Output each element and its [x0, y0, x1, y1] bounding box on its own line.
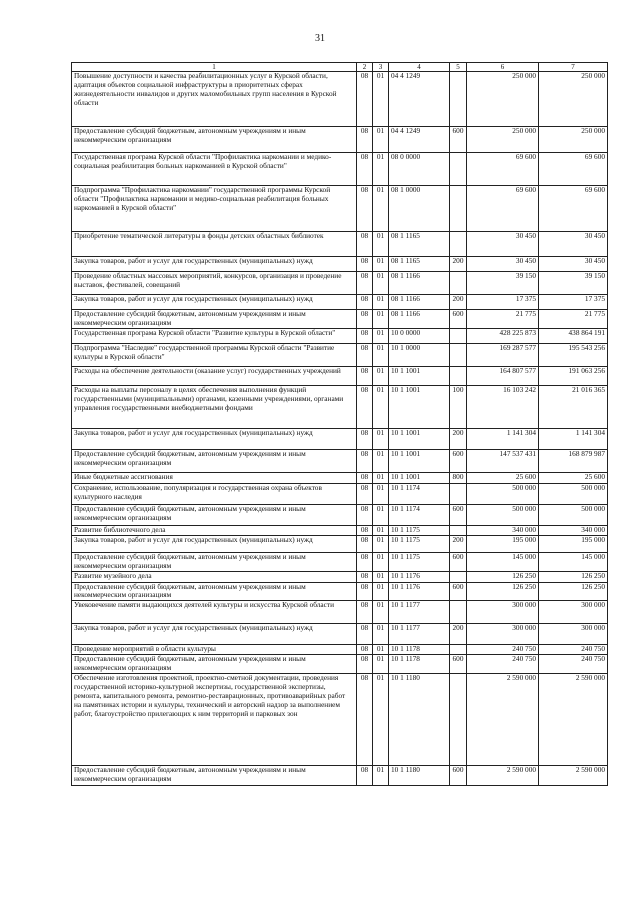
- cell-csr: 10 1 1175: [389, 552, 450, 571]
- table-row: [72, 504, 608, 525]
- cell-rz: 08: [357, 645, 373, 655]
- cell-name: Приобретение тематической литературы в фонды детских областных библиотек: [72, 232, 357, 257]
- cell-pr: 01: [373, 472, 389, 483]
- table-row: [72, 582, 608, 601]
- cell-pr: 01: [373, 366, 389, 385]
- cell-pr: 01: [373, 343, 389, 366]
- cell-pr: 01: [373, 295, 389, 310]
- cell-rz: 08: [357, 232, 373, 257]
- cell-vr: [450, 571, 467, 582]
- cell-rz: 08: [357, 601, 373, 624]
- cell-sum2: 240 750: [539, 645, 608, 655]
- cell-sum2: 126 250: [539, 582, 608, 601]
- cell-rz: 08: [357, 582, 373, 601]
- cell-vr: 200: [450, 295, 467, 310]
- cell-vr: 600: [450, 552, 467, 571]
- cell-sum1: 428 225 873: [467, 328, 539, 343]
- table-row: [72, 428, 608, 449]
- cell-sum2: 168 879 987: [539, 449, 608, 472]
- cell-sum1: 169 287 577: [467, 343, 539, 366]
- cell-csr: 08 1 0000: [389, 186, 450, 232]
- cell-sum1: 195 000: [467, 535, 539, 552]
- cell-name: Предоставление субсидий бюджетным, автономным учреждениям и иным некоммерческим организациям: [72, 449, 357, 472]
- cell-name: Предоставление субсидий бюджетным, автономным учреждениям и иным некоммерческим организациям: [72, 655, 357, 674]
- cell-sum2: 39 150: [539, 272, 608, 295]
- cell-vr: 600: [450, 582, 467, 601]
- cell-sum1: 2 590 000: [467, 766, 539, 786]
- cell-sum2: 195 543 256: [539, 343, 608, 366]
- cell-rz: 08: [357, 295, 373, 310]
- cell-vr: [450, 343, 467, 366]
- cell-rz: 08: [357, 449, 373, 472]
- cell-sum2: 21 775: [539, 310, 608, 329]
- cell-pr: 01: [373, 582, 389, 601]
- col-header-7: 7: [539, 63, 608, 72]
- cell-name: Предоставление субсидий бюджетным, автономным учреждениям и иным некоммерческим организациям: [72, 504, 357, 525]
- cell-vr: 600: [450, 449, 467, 472]
- cell-name: Предоставление субсидий бюджетным, автономным учреждениям и иным некоммерческим организациям: [72, 310, 357, 329]
- cell-csr: 08 1 1166: [389, 272, 450, 295]
- cell-csr: 10 1 1180: [389, 674, 450, 766]
- cell-pr: 01: [373, 624, 389, 645]
- cell-csr: 10 1 1001: [389, 385, 450, 428]
- cell-csr: 10 1 1177: [389, 624, 450, 645]
- cell-sum1: 69 600: [467, 186, 539, 232]
- cell-rz: 08: [357, 127, 373, 153]
- cell-pr: 01: [373, 328, 389, 343]
- cell-sum1: 25 600: [467, 472, 539, 483]
- cell-pr: 01: [373, 310, 389, 329]
- cell-name: Государственная програма Курской области "Профилактика наркомании и медико-социальная реабилитация больных наркоманией в Курской области": [72, 153, 357, 186]
- cell-rz: 08: [357, 674, 373, 766]
- col-header-2: 2: [357, 63, 373, 72]
- cell-vr: [450, 232, 467, 257]
- table-row: [72, 310, 608, 329]
- cell-pr: 01: [373, 272, 389, 295]
- cell-vr: [450, 525, 467, 535]
- cell-sum1: 250 000: [467, 72, 539, 127]
- cell-vr: [450, 366, 467, 385]
- cell-name: Проведение мероприятий в области культуры: [72, 645, 357, 655]
- cell-pr: 01: [373, 766, 389, 786]
- cell-pr: 01: [373, 601, 389, 624]
- cell-rz: 08: [357, 72, 373, 127]
- cell-csr: 08 1 1165: [389, 232, 450, 257]
- cell-rz: 08: [357, 366, 373, 385]
- cell-sum2: 1 141 304: [539, 428, 608, 449]
- table-row: [72, 601, 608, 624]
- cell-vr: [450, 72, 467, 127]
- cell-rz: 08: [357, 655, 373, 674]
- cell-vr: [450, 674, 467, 766]
- cell-name: Обеспечение изготовления проектной, проектно-сметной документации, проведения государственной историко-культурной экспертизы, государственной экспертизы, ремонта, капитального ремонта, ремонтно-реставрационных, противоаварийных работ на памятниках истории и культуры, технический и авторский надзор за выполнением работ, благоустройство прилегающих к ним территорий и парковых зон: [72, 674, 357, 766]
- cell-csr: 08 1 1166: [389, 310, 450, 329]
- cell-sum1: 147 537 431: [467, 449, 539, 472]
- cell-sum1: 240 750: [467, 645, 539, 655]
- cell-name: Закупка товаров, работ и услуг для государственных (муниципальных) нужд: [72, 257, 357, 272]
- cell-rz: 08: [357, 624, 373, 645]
- cell-name: Развитие музейного дела: [72, 571, 357, 582]
- cell-rz: 08: [357, 428, 373, 449]
- cell-name: Увековечение памяти выдающихся деятелей культуры и искусства Курской области: [72, 601, 357, 624]
- table-row: [72, 571, 608, 582]
- cell-sum2: 30 450: [539, 257, 608, 272]
- cell-sum1: 240 750: [467, 655, 539, 674]
- cell-rz: 08: [357, 153, 373, 186]
- table-row: [72, 525, 608, 535]
- cell-sum2: 300 000: [539, 624, 608, 645]
- cell-sum2: 2 590 000: [539, 674, 608, 766]
- cell-vr: 200: [450, 257, 467, 272]
- cell-rz: 08: [357, 483, 373, 504]
- cell-sum1: 30 450: [467, 257, 539, 272]
- cell-pr: 01: [373, 385, 389, 428]
- cell-csr: 10 0 0000: [389, 328, 450, 343]
- cell-sum1: 30 450: [467, 232, 539, 257]
- cell-pr: 01: [373, 153, 389, 186]
- cell-rz: 08: [357, 328, 373, 343]
- cell-csr: 10 1 1174: [389, 504, 450, 525]
- cell-sum1: 340 000: [467, 525, 539, 535]
- cell-sum2: 17 375: [539, 295, 608, 310]
- cell-sum2: 25 600: [539, 472, 608, 483]
- cell-name: Подпрограмма "Профилактика наркомании" государственной программы Курской области "Профилактика наркомании и медико-социальная реабилитация больных наркоманией в Курской области": [72, 186, 357, 232]
- table-body: [72, 72, 608, 786]
- cell-sum2: 195 000: [539, 535, 608, 552]
- cell-csr: 10 1 1174: [389, 483, 450, 504]
- table-row: [72, 449, 608, 472]
- cell-sum1: 39 150: [467, 272, 539, 295]
- table-row: [72, 72, 608, 127]
- cell-pr: 01: [373, 449, 389, 472]
- cell-name: Иные бюджетные ассигнования: [72, 472, 357, 483]
- cell-sum2: 250 000: [539, 72, 608, 127]
- cell-name: Сохранение, использование, популяризация и государственная охрана объектов культурного наследия: [72, 483, 357, 504]
- col-header-5: 5: [450, 63, 467, 72]
- cell-pr: 01: [373, 232, 389, 257]
- table-row: [72, 272, 608, 295]
- table-row: [72, 655, 608, 674]
- cell-sum2: 126 250: [539, 571, 608, 582]
- cell-vr: [450, 328, 467, 343]
- cell-csr: 10 1 0000: [389, 343, 450, 366]
- cell-sum1: 500 000: [467, 483, 539, 504]
- cell-name: Повышение доступности и качества реабилитационных услуг в Курской области, адаптация объектов социальной инфраструктуры в приоритетных сферах жизнедеятельности инвалидов и других маломобильных групп населения в Курской области: [72, 72, 357, 127]
- cell-vr: [450, 601, 467, 624]
- cell-pr: 01: [373, 428, 389, 449]
- cell-name: Предоставление субсидий бюджетным, автономным учреждениям и иным некоммерческим организациям: [72, 582, 357, 601]
- col-header-1: 1: [72, 63, 357, 72]
- cell-sum1: 126 250: [467, 571, 539, 582]
- cell-name: Закупка товаров, работ и услуг для государственных (муниципальных) нужд: [72, 624, 357, 645]
- table-row: [72, 535, 608, 552]
- cell-vr: 600: [450, 310, 467, 329]
- table-row: [72, 127, 608, 153]
- cell-name: Расходы на выплаты персоналу в целях обеспечения выполнения функций государственными (муниципальными) органами, казенными учреждениями, органами управления государственными внебюджетными фондами: [72, 385, 357, 428]
- cell-name: Проведение областных массовых мероприятий, конкурсов, организация и проведение выставок, фестивалей, совещаний: [72, 272, 357, 295]
- cell-pr: 01: [373, 72, 389, 127]
- cell-name: Закупка товаров, работ и услуг для государственных (муниципальных) нужд: [72, 295, 357, 310]
- cell-sum1: 17 375: [467, 295, 539, 310]
- cell-sum2: 191 063 256: [539, 366, 608, 385]
- cell-sum1: 250 000: [467, 127, 539, 153]
- table-row: [72, 624, 608, 645]
- table-row: [72, 153, 608, 186]
- cell-sum2: 69 600: [539, 153, 608, 186]
- cell-vr: 100: [450, 385, 467, 428]
- cell-sum2: 30 450: [539, 232, 608, 257]
- cell-csr: 08 1 1166: [389, 295, 450, 310]
- cell-vr: [450, 645, 467, 655]
- cell-pr: 01: [373, 504, 389, 525]
- cell-rz: 08: [357, 272, 373, 295]
- header-row: [72, 63, 608, 72]
- table-row: [72, 232, 608, 257]
- cell-sum1: 16 103 242: [467, 385, 539, 428]
- cell-sum2: 340 000: [539, 525, 608, 535]
- cell-csr: 10 1 1180: [389, 766, 450, 786]
- cell-rz: 08: [357, 186, 373, 232]
- cell-rz: 08: [357, 257, 373, 272]
- cell-vr: [450, 483, 467, 504]
- cell-csr: 08 1 1165: [389, 257, 450, 272]
- cell-sum2: 2 590 000: [539, 766, 608, 786]
- cell-vr: 200: [450, 428, 467, 449]
- cell-name: Закупка товаров, работ и услуг для государственных (муниципальных) нужд: [72, 535, 357, 552]
- cell-rz: 08: [357, 552, 373, 571]
- table-row: [72, 328, 608, 343]
- cell-vr: 600: [450, 655, 467, 674]
- cell-csr: 10 1 1175: [389, 525, 450, 535]
- cell-rz: 08: [357, 343, 373, 366]
- cell-pr: 01: [373, 483, 389, 504]
- cell-csr: 10 1 1001: [389, 428, 450, 449]
- table-row: [72, 483, 608, 504]
- cell-rz: 08: [357, 766, 373, 786]
- cell-sum2: 69 600: [539, 186, 608, 232]
- cell-sum1: 126 250: [467, 582, 539, 601]
- table-row: [72, 186, 608, 232]
- table-row: [72, 674, 608, 766]
- cell-vr: [450, 272, 467, 295]
- cell-pr: 01: [373, 571, 389, 582]
- col-header-3: 3: [373, 63, 389, 72]
- cell-pr: 01: [373, 127, 389, 153]
- cell-vr: [450, 153, 467, 186]
- cell-sum2: 145 000: [539, 552, 608, 571]
- cell-sum2: 438 864 191: [539, 328, 608, 343]
- cell-csr: 10 1 1176: [389, 582, 450, 601]
- cell-sum1: 300 000: [467, 624, 539, 645]
- cell-sum1: 164 807 577: [467, 366, 539, 385]
- table-row: [72, 295, 608, 310]
- cell-pr: 01: [373, 645, 389, 655]
- cell-csr: 10 1 1177: [389, 601, 450, 624]
- cell-csr: 10 1 1176: [389, 571, 450, 582]
- cell-sum1: 21 775: [467, 310, 539, 329]
- cell-sum1: 145 000: [467, 552, 539, 571]
- cell-name: Государственная програма Курской области "Развитие культуры в Курской области": [72, 328, 357, 343]
- cell-rz: 08: [357, 571, 373, 582]
- cell-name: Предоставление субсидий бюджетным, автономным учреждениям и иным некоммерческим организациям: [72, 127, 357, 153]
- cell-sum2: 500 000: [539, 504, 608, 525]
- cell-sum2: 240 750: [539, 655, 608, 674]
- table-row: [72, 366, 608, 385]
- cell-csr: 10 1 1178: [389, 645, 450, 655]
- cell-vr: 600: [450, 504, 467, 525]
- cell-pr: 01: [373, 186, 389, 232]
- table-row: [72, 645, 608, 655]
- cell-rz: 08: [357, 310, 373, 329]
- cell-name: Подпрограмма "Наследие" государственной программы Курской области "Развитие культуры в Курской области": [72, 343, 357, 366]
- cell-rz: 08: [357, 525, 373, 535]
- cell-pr: 01: [373, 655, 389, 674]
- cell-csr: 10 1 1001: [389, 366, 450, 385]
- cell-csr: 04 4 1249: [389, 72, 450, 127]
- table-row: [72, 766, 608, 786]
- cell-vr: 600: [450, 766, 467, 786]
- cell-name: Предоставление субсидий бюджетным, автономным учреждениям и иным некоммерческим организациям: [72, 552, 357, 571]
- cell-pr: 01: [373, 525, 389, 535]
- cell-rz: 08: [357, 385, 373, 428]
- cell-sum2: 250 000: [539, 127, 608, 153]
- cell-sum1: 500 000: [467, 504, 539, 525]
- cell-sum2: 21 016 365: [539, 385, 608, 428]
- cell-csr: 04 4 1249: [389, 127, 450, 153]
- cell-csr: 10 1 1175: [389, 535, 450, 552]
- table-row: [72, 552, 608, 571]
- table-row: [72, 257, 608, 272]
- cell-sum1: 69 600: [467, 153, 539, 186]
- table-row: [72, 385, 608, 428]
- cell-pr: 01: [373, 674, 389, 766]
- cell-vr: 200: [450, 535, 467, 552]
- cell-vr: [450, 186, 467, 232]
- cell-pr: 01: [373, 257, 389, 272]
- budget-table: [71, 62, 608, 786]
- cell-csr: 08 0 0000: [389, 153, 450, 186]
- cell-pr: 01: [373, 552, 389, 571]
- cell-name: Развитие библиотечного дела: [72, 525, 357, 535]
- cell-vr: 600: [450, 127, 467, 153]
- cell-rz: 08: [357, 504, 373, 525]
- cell-rz: 08: [357, 472, 373, 483]
- cell-csr: 10 1 1001: [389, 449, 450, 472]
- cell-csr: 10 1 1001: [389, 472, 450, 483]
- cell-sum2: 300 000: [539, 601, 608, 624]
- cell-name: Расходы на обеспечение деятельности (оказание услуг) государственных учреждений: [72, 366, 357, 385]
- cell-sum1: 2 590 000: [467, 674, 539, 766]
- cell-sum1: 1 141 304: [467, 428, 539, 449]
- cell-pr: 01: [373, 535, 389, 552]
- cell-sum2: 500 000: [539, 483, 608, 504]
- cell-vr: 200: [450, 624, 467, 645]
- cell-vr: 800: [450, 472, 467, 483]
- cell-csr: 10 1 1178: [389, 655, 450, 674]
- col-header-4: 4: [389, 63, 450, 72]
- cell-name: Закупка товаров, работ и услуг для государственных (муниципальных) нужд: [72, 428, 357, 449]
- cell-sum1: 300 000: [467, 601, 539, 624]
- col-header-6: 6: [467, 63, 539, 72]
- table-row: [72, 472, 608, 483]
- page-number: 31: [315, 33, 325, 44]
- cell-rz: 08: [357, 535, 373, 552]
- table-row: [72, 343, 608, 366]
- cell-name: Предоставление субсидий бюджетным, автономным учреждениям и иным некоммерческим организациям: [72, 766, 357, 786]
